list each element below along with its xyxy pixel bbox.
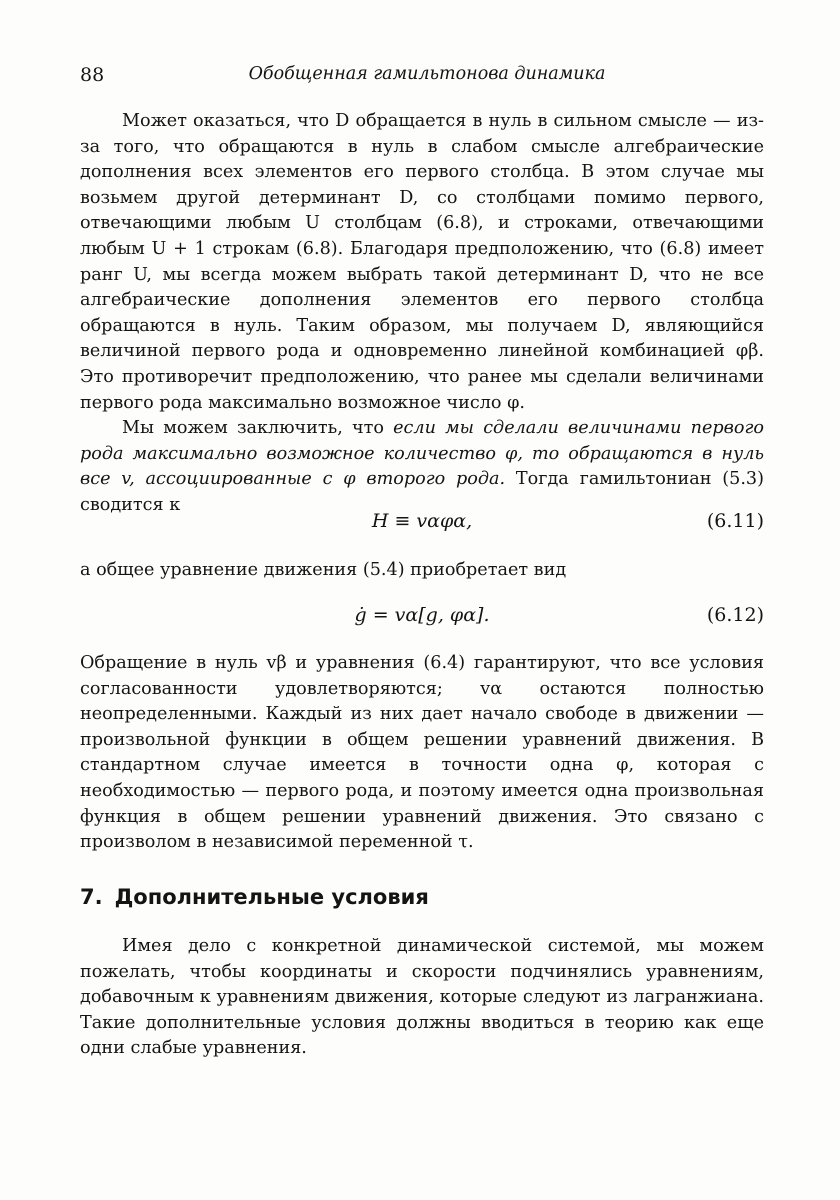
paragraph-3: а общее уравнение движения (5.4) приобретает вид [80,560,567,580]
equation-6-12 [80,604,764,634]
paragraph-2-conclusion: если мы сделали величинами первого рода максимально возможное количество φ, то обращаются в нуль все v, ассоциированные с φ второго рода. [80,418,764,490]
paragraph-5: Имея дело с конкретной динамической системой, мы можем пожелать, чтобы координаты и скорости подчинялись уравнениям, добавочным к уравнениям движения, которые следуют из лагранжиана. Такие дополнительные условия должны вводиться в теорию как еще одни слабые уравнения. [80,936,764,1059]
page-header [80,64,764,90]
section-title: Дополнительные условия [114,885,429,909]
paragraph-4: Обращение в нуль vβ и уравнения (6.4) гарантируют, что все условия согласованности удовлетворяются; vα остаются полностью неопределенными. Каждый из них дает начало свободе в движении — произвольной функции в общем решении уравнений движения. В стандартном случае имеется в точности одна φ, которая с необходимостью — первого рода, и поэтому имеется одна произвольная функция в общем решении уравнений движения. Это связано с произволом в независимой переменной τ. [80,653,764,853]
equation-6-11-number: (6.11) [706,510,764,532]
paragraph-2-tail: Тогда гамильтониан (5.3) сводится к [80,469,764,515]
section-number: 7. [80,885,103,909]
page-number: 88 [80,64,105,86]
paragraph-2 [80,416,764,518]
equation-6-12-formula: ġ = vα[g, φα]. [354,604,490,626]
equation-6-11-formula: H ≡ vαφα, [371,510,473,532]
equation-6-12-number: (6.12) [706,604,764,626]
equation-6-11 [80,510,764,540]
paragraph-1: Может оказаться, что D обращается в нуль в сильном смысле — из-за того, что обращаются в нуль в слабом смысле алгебраические дополнения всех элементов его первого столбца. В этом случае мы возьмем другой детерминант D, со столбцами помимо первого, отвечающими любым U столбцам (6.8), и строками, отвечающими любым U + 1 строкам (6.8). Благодаря предположению, что (6.8) имеет ранг U, мы всегда можем выбрать такой детерминант D, что не все алгебраические дополнения элементов его первого столбца обращаются в нуль. Таким образом, мы получаем D, являющийся величиной первого рода и одновременно линейной комбинацией φβ. Это противоречит предположению, что ранее мы сделали величинами первого рода максимально возможное число φ. [80,111,764,413]
section-heading [80,885,441,909]
running-title: Обобщенная гамильтонова динамика [248,64,606,84]
paragraph-2-lead: Мы можем заключить, что [122,418,394,438]
